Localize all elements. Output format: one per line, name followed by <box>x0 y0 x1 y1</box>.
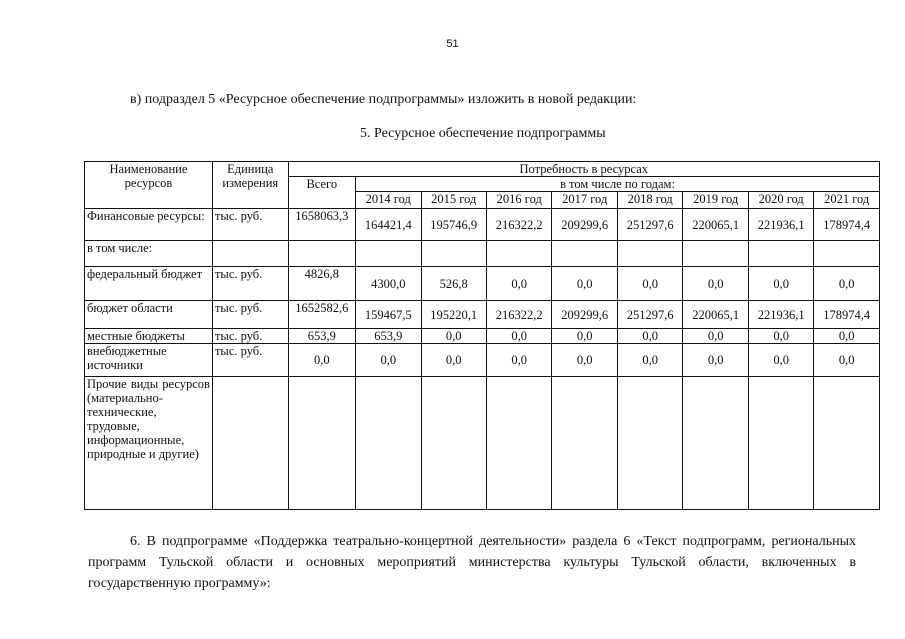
row-value: 0,0 <box>486 344 551 377</box>
table-row <box>85 301 880 329</box>
table-row <box>85 344 880 377</box>
table-row <box>85 209 880 241</box>
row-name: Финансовые ресурсы: <box>85 209 213 241</box>
row-value: 526,8 <box>421 267 486 301</box>
header-name: Наименование ресурсов <box>85 162 213 209</box>
row-value: 251297,6 <box>617 301 682 329</box>
header-unit: Единица измерения <box>212 162 288 209</box>
row-total: 1652582,6 <box>288 301 356 329</box>
row-value: 4300,0 <box>356 267 421 301</box>
row-value: 0,0 <box>486 329 551 344</box>
row-value: 0,0 <box>748 344 813 377</box>
row-value: 216322,2 <box>486 301 551 329</box>
row-total: 0,0 <box>288 344 356 377</box>
row-value: 0,0 <box>486 267 551 301</box>
row-value: 0,0 <box>421 329 486 344</box>
row-name: бюджет области <box>85 301 213 329</box>
row-total: 653,9 <box>288 329 356 344</box>
row-value: 0,0 <box>748 267 813 301</box>
row-value: 216322,2 <box>486 209 551 241</box>
row-value: 159467,5 <box>356 301 421 329</box>
row-value: 178974,4 <box>814 209 880 241</box>
row-value: 0,0 <box>617 329 682 344</box>
header-including: в том числе по годам: <box>356 177 880 192</box>
row-value: 220065,1 <box>683 301 748 329</box>
row-value: 0,0 <box>421 344 486 377</box>
row-unit: тыс. руб. <box>212 344 288 377</box>
row-value: 0,0 <box>617 344 682 377</box>
row-value: 221936,1 <box>748 209 813 241</box>
row-value: 209299,6 <box>552 209 617 241</box>
row-value: 0,0 <box>617 267 682 301</box>
row-unit: тыс. руб. <box>212 301 288 329</box>
row-unit: тыс. руб. <box>212 267 288 301</box>
row-name: местные бюджеты <box>85 329 213 344</box>
row-value: 653,9 <box>356 329 421 344</box>
section-title: 5. Ресурсное обеспечение подпрограммы <box>360 126 606 141</box>
intro-line: в) подраздел 5 «Ресурсное обеспечение подпрограммы» изложить в новой редакции: <box>130 92 637 107</box>
row-value: 178974,4 <box>814 301 880 329</box>
year-header: 2021 год <box>814 192 880 209</box>
page-number: 51 <box>446 38 459 50</box>
row-name: Прочие виды ресурсов (материально-технические, трудовые, информационные, природные и другие) <box>85 377 213 510</box>
row-value: 0,0 <box>814 329 880 344</box>
year-header: 2014 год <box>356 192 421 209</box>
year-header: 2018 год <box>617 192 682 209</box>
row-value: 195220,1 <box>421 301 486 329</box>
row-value: 0,0 <box>552 329 617 344</box>
resource-table <box>84 161 880 510</box>
year-header: 2016 год <box>486 192 551 209</box>
row-unit: тыс. руб. <box>212 209 288 241</box>
row-value: 164421,4 <box>356 209 421 241</box>
row-value: 0,0 <box>748 329 813 344</box>
row-value: 251297,6 <box>617 209 682 241</box>
row-value: 0,0 <box>552 344 617 377</box>
row-unit: тыс. руб. <box>212 329 288 344</box>
row-name: в том числе: <box>85 241 213 267</box>
row-value: 0,0 <box>683 329 748 344</box>
row-name: федеральный бюджет <box>85 267 213 301</box>
row-value: 220065,1 <box>683 209 748 241</box>
row-value: 195746,9 <box>421 209 486 241</box>
row-value: 0,0 <box>552 267 617 301</box>
header-row-1 <box>85 162 880 177</box>
row-value: 0,0 <box>814 344 880 377</box>
row-value: 0,0 <box>814 267 880 301</box>
table-row <box>85 267 880 301</box>
paragraph-6: 6. В подпрограмме «Поддержка театрально-концертной деятельности» раздела 6 «Текст подпрограмм, региональных программ Тульской области и основных мероприятий министерства культуры Тульской области, включенных в государственную программу»: <box>88 534 856 591</box>
row-total: 1658063,3 <box>288 209 356 241</box>
table-row <box>85 329 880 344</box>
row-value: 0,0 <box>683 344 748 377</box>
year-header: 2019 год <box>683 192 748 209</box>
row-value: 0,0 <box>356 344 421 377</box>
row-total: 4826,8 <box>288 267 356 301</box>
row-value: 221936,1 <box>748 301 813 329</box>
row-name: внебюджетные источники <box>85 344 213 377</box>
header-need: Потребность в ресурсах <box>288 162 879 177</box>
year-header: 2015 год <box>421 192 486 209</box>
table-row <box>85 377 880 510</box>
table-row <box>85 241 880 267</box>
row-value: 209299,6 <box>552 301 617 329</box>
year-header: 2017 год <box>552 192 617 209</box>
year-header: 2020 год <box>748 192 813 209</box>
header-total: Всего <box>288 177 356 209</box>
row-value: 0,0 <box>683 267 748 301</box>
